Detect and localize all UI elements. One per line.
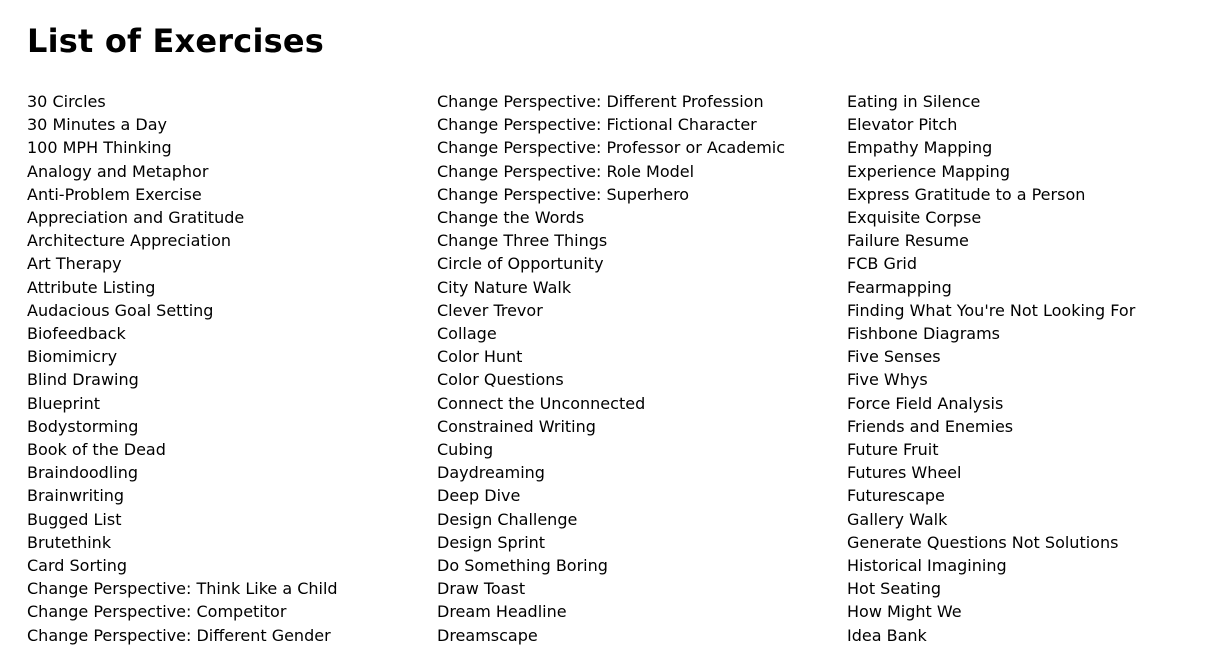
- exercise-link[interactable]: 30 Circles: [27, 92, 106, 111]
- exercise-item: [27, 554, 338, 577]
- exercise-link[interactable]: Failure Resume: [847, 231, 969, 251]
- exercise-item: [27, 484, 338, 507]
- exercise-link[interactable]: Attribute Listing: [27, 277, 156, 297]
- exercise-item: [847, 183, 1135, 206]
- exercise-item: [27, 206, 338, 229]
- exercise-item: [847, 322, 1135, 345]
- exercise-item: [847, 160, 1135, 183]
- exercise-item: [437, 415, 785, 438]
- exercise-link[interactable]: Change Perspective: Different Gender: [27, 625, 331, 645]
- exercise-item: [847, 113, 1135, 136]
- exercise-item: [437, 90, 785, 113]
- exercise-item: [27, 508, 338, 531]
- exercise-item: [437, 600, 785, 623]
- exercise-link[interactable]: Daydreaming: [437, 463, 545, 483]
- exercise-link[interactable]: Exquisite Corpse: [847, 208, 982, 228]
- exercise-item: [847, 252, 1135, 275]
- exercise-item: [847, 299, 1135, 322]
- exercise-link[interactable]: Cubing: [437, 440, 494, 460]
- exercise-link[interactable]: Idea Bank: [847, 625, 927, 645]
- exercise-link[interactable]: Futurescape: [847, 486, 945, 506]
- exercise-link[interactable]: Change Perspective: Think Like a Child: [27, 579, 338, 599]
- exercise-link[interactable]: Eating in Silence: [847, 92, 981, 111]
- exercise-item: [27, 392, 338, 415]
- exercise-item: [437, 392, 785, 415]
- exercise-link[interactable]: Anti-Problem Exercise: [27, 184, 202, 204]
- exercise-link[interactable]: Change Perspective: Fictional Character: [437, 115, 757, 135]
- exercise-item: [437, 136, 785, 159]
- exercise-link[interactable]: Force Field Analysis: [847, 393, 1004, 413]
- exercise-link[interactable]: Five Whys: [847, 370, 928, 390]
- exercise-item: [27, 252, 338, 275]
- exercise-item: [437, 113, 785, 136]
- exercise-link[interactable]: Change Perspective: Competitor: [27, 602, 287, 622]
- exercise-item: [27, 600, 338, 623]
- exercise-item: [27, 322, 338, 345]
- exercise-item: [847, 229, 1135, 252]
- exercise-link[interactable]: Color Hunt: [437, 347, 523, 367]
- exercise-link[interactable]: Brutethink: [27, 532, 112, 552]
- exercise-item: [847, 484, 1135, 507]
- exercise-link[interactable]: Deep Dive: [437, 486, 521, 506]
- exercise-link[interactable]: Collage: [437, 324, 497, 344]
- exercise-link[interactable]: Change the Words: [437, 208, 585, 228]
- exercise-link[interactable]: Friends and Enemies: [847, 416, 1014, 436]
- exercise-item: [847, 368, 1135, 391]
- exercise-item: [847, 624, 1135, 647]
- exercise-link[interactable]: Fearmapping: [847, 277, 952, 297]
- exercise-item: [847, 508, 1135, 531]
- exercise-link[interactable]: Five Senses: [847, 347, 941, 367]
- exercise-link[interactable]: 30 Minutes a Day: [27, 115, 167, 135]
- exercise-link[interactable]: Analogy and Metaphor: [27, 161, 209, 181]
- exercise-item: [437, 299, 785, 322]
- exercise-link[interactable]: Draw Toast: [437, 579, 526, 599]
- exercise-link[interactable]: Empathy Mapping: [847, 138, 993, 158]
- exercise-link[interactable]: Blueprint: [27, 393, 100, 413]
- exercise-link[interactable]: Dreamscape: [437, 625, 538, 645]
- exercise-link[interactable]: Change Perspective: Superhero: [437, 184, 690, 204]
- exercise-link[interactable]: How Might We: [847, 602, 962, 622]
- exercise-item: [437, 461, 785, 484]
- exercise-link[interactable]: Audacious Goal Setting: [27, 300, 214, 320]
- exercise-link[interactable]: Card Sorting: [27, 556, 128, 576]
- exercise-item: [437, 160, 785, 183]
- exercise-item: [27, 276, 338, 299]
- exercise-item: [437, 183, 785, 206]
- exercise-item: [437, 508, 785, 531]
- exercise-link[interactable]: Generate Questions Not Solutions: [847, 532, 1119, 552]
- exercise-item: [27, 368, 338, 391]
- exercise-item: [27, 160, 338, 183]
- exercise-item: [27, 229, 338, 252]
- exercise-item: [847, 438, 1135, 461]
- exercise-link[interactable]: Architecture Appreciation: [27, 231, 232, 251]
- exercise-link[interactable]: Futures Wheel: [847, 463, 962, 483]
- exercise-link[interactable]: Book of the Dead: [27, 440, 166, 460]
- exercise-item: [847, 415, 1135, 438]
- exercise-link[interactable]: Art Therapy: [27, 254, 122, 274]
- exercise-item: [27, 624, 338, 647]
- exercise-item: [437, 206, 785, 229]
- exercise-link[interactable]: Express Gratitude to a Person: [847, 184, 1086, 204]
- exercise-item: [847, 577, 1135, 600]
- exercise-link[interactable]: Change Perspective: Different Profession: [437, 92, 764, 111]
- exercise-item: [437, 624, 785, 647]
- exercise-link[interactable]: Do Something Boring: [437, 556, 608, 576]
- exercise-link[interactable]: Clever Trevor: [437, 300, 543, 320]
- exercise-item: [27, 438, 338, 461]
- exercise-item: [847, 531, 1135, 554]
- exercise-link[interactable]: Fishbone Diagrams: [847, 324, 1001, 344]
- exercise-column-1: [27, 90, 338, 647]
- exercise-link[interactable]: FCB Grid: [847, 254, 918, 274]
- page-title: List of Exercises: [27, 22, 325, 60]
- exercise-item: [27, 345, 338, 368]
- exercise-item: [27, 415, 338, 438]
- exercise-item: [437, 554, 785, 577]
- exercise-item: [27, 531, 338, 554]
- exercise-link[interactable]: Biofeedback: [27, 324, 126, 344]
- exercise-item: [437, 322, 785, 345]
- exercise-link[interactable]: Change Perspective: Role Model: [437, 161, 695, 181]
- exercise-item: [847, 90, 1135, 113]
- exercise-link[interactable]: Bugged List: [27, 509, 122, 529]
- exercise-item: [27, 461, 338, 484]
- exercise-link[interactable]: Historical Imagining: [847, 556, 1007, 576]
- exercise-item: [847, 345, 1135, 368]
- exercise-item: [437, 276, 785, 299]
- exercise-item: [27, 113, 338, 136]
- exercise-item: [847, 206, 1135, 229]
- exercise-item: [27, 299, 338, 322]
- exercise-item: [27, 136, 338, 159]
- exercise-item: [437, 252, 785, 275]
- exercise-column-3: [847, 90, 1135, 647]
- exercise-item: [437, 368, 785, 391]
- exercise-item: [437, 345, 785, 368]
- exercise-link[interactable]: Color Questions: [437, 370, 564, 390]
- exercise-link[interactable]: 100 MPH Thinking: [27, 138, 172, 158]
- exercise-link[interactable]: Design Sprint: [437, 532, 546, 552]
- exercise-item: [27, 90, 338, 113]
- exercise-link[interactable]: Design Challenge: [437, 509, 578, 529]
- exercise-link[interactable]: Bodystorming: [27, 416, 139, 436]
- exercise-link[interactable]: Appreciation and Gratitude: [27, 208, 245, 228]
- exercise-link[interactable]: Hot Seating: [847, 579, 941, 599]
- exercise-item: [847, 554, 1135, 577]
- exercise-item: [437, 484, 785, 507]
- exercise-item: [27, 577, 338, 600]
- exercise-item: [437, 531, 785, 554]
- exercise-link[interactable]: Elevator Pitch: [847, 115, 958, 135]
- exercise-item: [847, 600, 1135, 623]
- exercise-link[interactable]: Circle of Opportunity: [437, 254, 604, 274]
- exercise-item: [27, 183, 338, 206]
- exercise-link[interactable]: Biomimicry: [27, 347, 118, 367]
- exercise-item: [437, 438, 785, 461]
- exercise-link[interactable]: Experience Mapping: [847, 161, 1010, 181]
- exercise-link[interactable]: Gallery Walk: [847, 509, 948, 529]
- exercise-link[interactable]: Finding What You're Not Looking For: [847, 300, 1136, 320]
- exercise-link[interactable]: Blind Drawing: [27, 370, 139, 390]
- exercise-link[interactable]: Brainwriting: [27, 486, 125, 506]
- exercise-link[interactable]: Change Perspective: Professor or Academic: [437, 138, 786, 158]
- exercise-link[interactable]: Future Fruit: [847, 440, 939, 460]
- exercise-link[interactable]: City Nature Walk: [437, 277, 572, 297]
- exercise-item: [437, 577, 785, 600]
- exercise-item: [847, 136, 1135, 159]
- exercise-item: [847, 276, 1135, 299]
- exercise-link[interactable]: Change Three Things: [437, 231, 608, 251]
- exercise-item: [847, 461, 1135, 484]
- exercise-item: [437, 229, 785, 252]
- exercise-column-2: [437, 90, 785, 647]
- exercise-link[interactable]: Dream Headline: [437, 602, 567, 622]
- exercise-link[interactable]: Connect the Unconnected: [437, 393, 646, 413]
- exercise-item: [847, 392, 1135, 415]
- exercise-link[interactable]: Braindoodling: [27, 463, 139, 483]
- exercise-link[interactable]: Constrained Writing: [437, 416, 596, 436]
